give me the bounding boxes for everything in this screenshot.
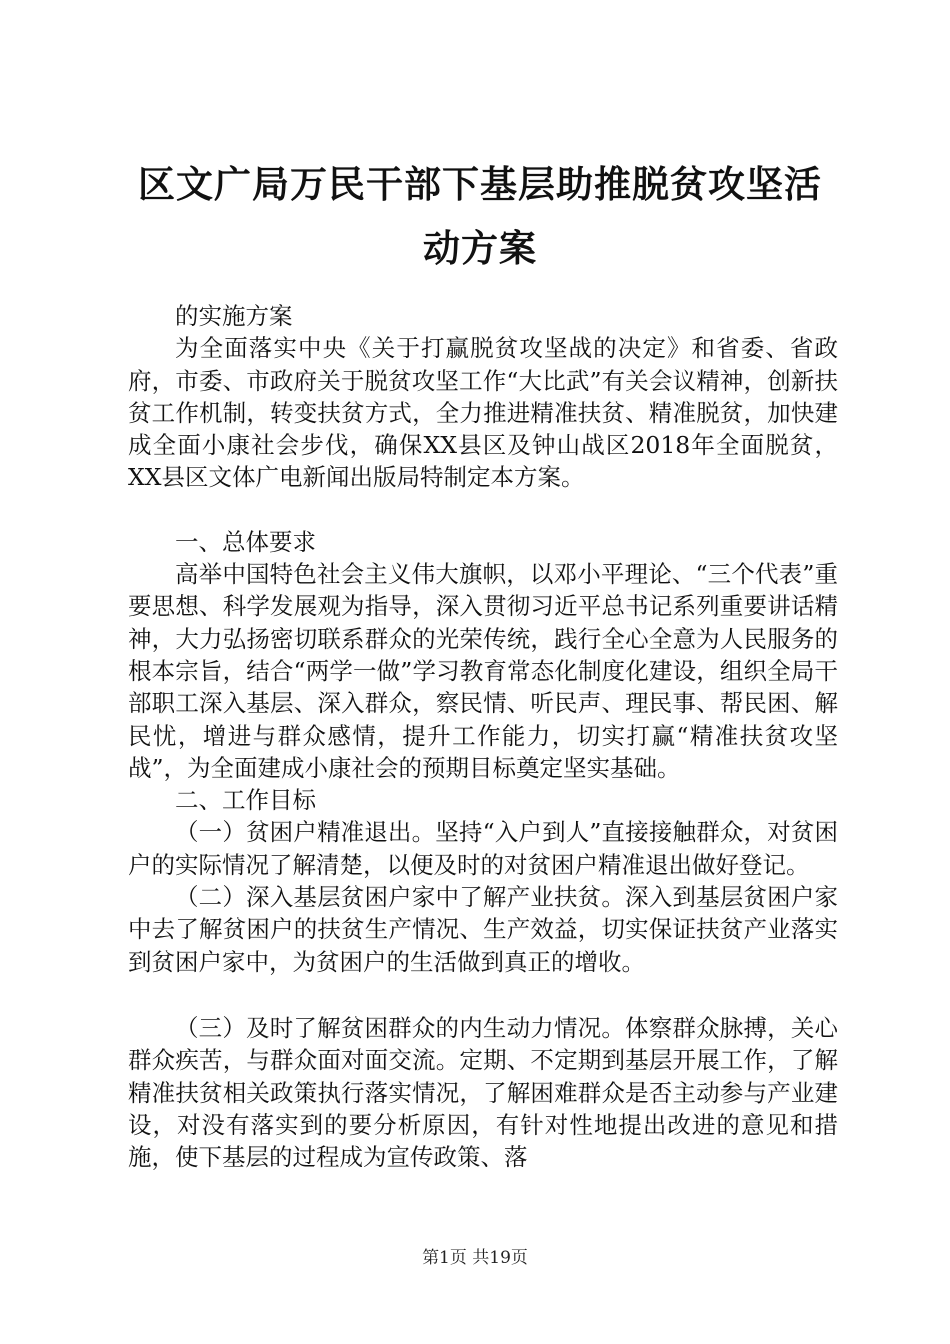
page-number-footer: 第1页 共19页: [422, 1248, 528, 1268]
document-body: [128, 300, 838, 1173]
paragraph-goal-2: （二）深入基层贫困户家中了解产业扶贫。深入到基层贫困户家中去了解贫困户的扶贫生产情况、生产效益，切实保证扶贫产业落实到贫困户家中，为贫困户的生活做到真正的增收。: [128, 883, 838, 976]
paragraph-general-requirements: 高举中国特色社会主义伟大旗帜，以邓小平理论、“三个代表”重要思想、科学发展观为指导，深入贯彻习近平总书记系列重要讲话精神，大力弘扬密切联系群众的光荣传统，践行全心全意为人民服务的根本宗旨，结合“两学一做”学习教育常态化制度化建设，组织全局干部职工深入基层、深入群众，察民情、听民声、理民事、帮民困、解民忧，增进与群众感情，提升工作能力，切实打赢“精准扶贫攻坚战”，为全面建成小康社会的预期目标奠定坚实基础。: [128, 560, 838, 782]
document-title: 区文广局万民干部下基层助推脱贫攻坚活动方案: [138, 162, 822, 270]
heading-work-goals: 二、工作目标: [175, 786, 316, 815]
paragraph-subtitle: 的实施方案: [175, 302, 293, 330]
paragraph-intro: 为全面落实中央《关于打赢脱贫攻坚战的决定》和省委、省政府，市委、市政府关于脱贫攻坚工作“大比武”有关会议精神，创新扶贫工作机制，转变扶贫方式，全力推进精准扶贫、精准脱贫，加快建成全面小康社会步伐，确保XX县区及钟山战区2018年全面脱贫，XX县区文体广电新闻出版局特制定本方案。: [128, 334, 838, 492]
paragraph-goal-1: （一）贫困户精准退出。坚持“入户到人”直接接触群众，对贫困户的实际情况了解清楚，以便及时的对贫困户精准退出做好登记。: [128, 818, 838, 879]
paragraph-goal-3: （三）及时了解贫困群众的内生动力情况。体察群众脉搏，关心群众疾苦，与群众面对面交流。定期、不定期到基层开展工作，了解精准扶贫相关政策执行落实情况，了解困难群众是否主动参与产业建设，对没有落实到的要分析原因，有针对性地提出改进的意见和措施，使下基层的过程成为宣传政策、落: [128, 1013, 838, 1172]
heading-general-requirements: 一、总体要求: [175, 527, 316, 556]
